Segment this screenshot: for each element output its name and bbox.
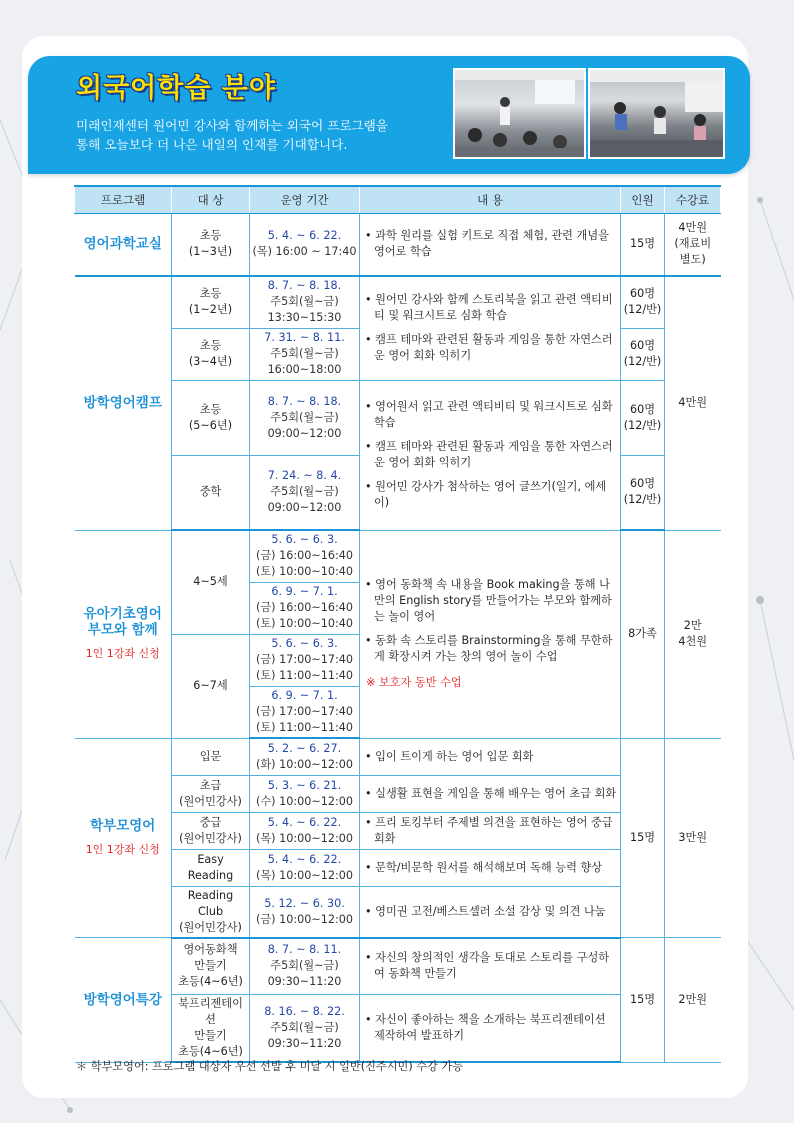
program-name: 방학영어특강 bbox=[75, 938, 172, 1063]
period-cell: 5. 2. ~ 6. 27. (화) 10:00~12:00 bbox=[250, 738, 360, 775]
target-cell: 4~5세 bbox=[172, 530, 250, 634]
target-cell: Reading Club (원어민강사) bbox=[172, 886, 250, 938]
page-description bbox=[76, 116, 388, 154]
classroom-photo bbox=[453, 68, 586, 159]
table-row bbox=[75, 380, 721, 455]
header-people: 인원 bbox=[621, 186, 665, 213]
target-cell: 초등 (3~4년) bbox=[172, 328, 250, 380]
content-cell: • 입이 트이게 하는 영어 입문 회화 bbox=[360, 738, 621, 775]
fee-cell: 4만원 (재료비 별도) bbox=[665, 213, 721, 276]
content-cell: • 자신이 좋아하는 책을 소개하는 북프리젠테이션 제작하여 발표하기 bbox=[360, 995, 621, 1063]
content-cell: • 영미권 고전/베스트셀러 소설 감상 및 의견 나눔 bbox=[360, 886, 621, 938]
table-header-row bbox=[75, 186, 721, 213]
period-cell: 5. 3. ~ 6. 21. (수) 10:00~12:00 bbox=[250, 775, 360, 812]
content-cell: • 실생활 표현을 게임을 통해 배우는 영어 초급 회화 bbox=[360, 775, 621, 812]
fee-cell: 2만원 bbox=[665, 938, 721, 1063]
people-cell: 8가족 bbox=[621, 530, 665, 738]
header-banner bbox=[28, 56, 750, 174]
fee-cell: 4만원 bbox=[665, 276, 721, 530]
target-cell: 중급 (원어민강사) bbox=[172, 812, 250, 849]
period-cell: 5. 12. ~ 6. 30. (금) 10:00~12:00 bbox=[250, 886, 360, 938]
content-cell: • 과학 원리를 실험 키트로 직접 체험, 관련 개념을 영어로 학습 bbox=[360, 213, 621, 276]
period-cell: 5. 6. ~ 6. 3. (금) 17:00~17:40 (토) 11:00~11:40 bbox=[250, 634, 360, 686]
program-name: 학부모영어 1인 1강좌 신청 bbox=[75, 738, 172, 938]
guardian-note: ※ 보호자 동반 수업 bbox=[366, 676, 462, 689]
header-target: 대 상 bbox=[172, 186, 250, 213]
content-cell: • 문학/비문학 원서를 해석해보며 독해 능력 향상 bbox=[360, 849, 621, 886]
footnote: ＊ 학부모영어: 프로그램 대상자 우선 선발 후 미달 시 일반(진주시민) 수강 가능 bbox=[76, 1060, 464, 1073]
note-one-class: 1인 1강좌 신청 bbox=[85, 647, 160, 660]
target-cell: Easy Reading bbox=[172, 849, 250, 886]
table-row bbox=[75, 213, 721, 276]
period-cell: 5. 4. ~ 6. 22. (목) 10:00~12:00 bbox=[250, 849, 360, 886]
header-period: 운영 기간 bbox=[250, 186, 360, 213]
people-cell: 15명 bbox=[621, 213, 665, 276]
note-one-class: 1인 1강좌 신청 bbox=[85, 842, 160, 856]
target-cell: 북프리젠테이션 만들기 초등(4~6년) bbox=[172, 995, 250, 1063]
table-row bbox=[75, 738, 721, 775]
target-cell: 초등 (5~6년) bbox=[172, 380, 250, 455]
people-cell: 60명 (12/반) bbox=[621, 380, 665, 455]
fee-cell: 3만원 bbox=[665, 738, 721, 938]
schedule-table bbox=[74, 185, 721, 1063]
students-photo bbox=[588, 68, 725, 159]
target-cell: 6~7세 bbox=[172, 634, 250, 738]
period-cell: 8. 7. ~ 8. 18. 주5회(월~금) 09:00~12:00 bbox=[250, 380, 360, 455]
content-cell: • 영어 동화책 속 내용을 Book making을 통해 나만의 English story를 만들어가는 부모와 함께하는 놀이 영어 • 동화 속 스토리를 Brainstorming을 통해 무한하게 확장시켜 가는 창의 영어 놀이 수업 ※ 보호자 동반 수업 bbox=[360, 530, 621, 738]
page-title: 외국어학습 분야 bbox=[76, 73, 276, 104]
program-name: 영어과학교실 bbox=[75, 213, 172, 276]
target-cell: 영어동화책 만들기 초등(4~6년) bbox=[172, 938, 250, 995]
people-cell: 60명 (12/반) bbox=[621, 276, 665, 328]
people-cell: 60명 (12/반) bbox=[621, 328, 665, 380]
header-content: 내 용 bbox=[360, 186, 621, 213]
table-row bbox=[75, 938, 721, 995]
period-cell: 6. 9. ~ 7. 1. (금) 16:00~16:40 (토) 10:00~10:40 bbox=[250, 582, 360, 634]
fee-cell: 2만 4천원 bbox=[665, 530, 721, 738]
target-cell: 입문 bbox=[172, 738, 250, 775]
period-cell: 7. 31. ~ 8. 11. 주5회(월~금) 16:00~18:00 bbox=[250, 328, 360, 380]
description-line-1: 미래인재센터 원어민 강사와 함께하는 외국어 프로그램을 bbox=[76, 118, 388, 133]
target-cell: 초등 (1~2년) bbox=[172, 276, 250, 328]
program-name: 방학영어캠프 bbox=[75, 276, 172, 530]
period-cell: 5. 6. ~ 6. 3. (금) 16:00~16:40 (토) 10:00~10:40 bbox=[250, 530, 360, 582]
period-cell: 5. 4. ~ 6. 22. (목) 10:00~12:00 bbox=[250, 812, 360, 849]
content-cell: • 프리 토킹부터 주제별 의견을 표현하는 영어 중급 회화 bbox=[360, 812, 621, 849]
period-cell: 7. 24. ~ 8. 4. 주5회(월~금) 09:00~12:00 bbox=[250, 455, 360, 530]
header-program: 프로그램 bbox=[75, 186, 172, 213]
period-cell: 8. 7. ~ 8. 11. 주5회(월~금) 09:30~11:20 bbox=[250, 938, 360, 995]
period-cell: 5. 4. ~ 6. 22. (목) 16:00 ~ 17:40 bbox=[250, 213, 360, 276]
target-cell: 초급 (원어민강사) bbox=[172, 775, 250, 812]
target-cell: 초등 (1~3년) bbox=[172, 213, 250, 276]
content-cell: • 영어원서 읽고 관련 액티비티 및 워크시트로 심화 학습 • 캠프 테마와 관련된 활동과 게임을 통한 자연스러운 영어 회화 익히기 • 원어민 강사가 첨삭하는 영어 글쓰기(일기, 에세이) bbox=[360, 380, 621, 530]
period-cell: 6. 9. ~ 7. 1. (금) 17:00~17:40 (토) 11:00~11:40 bbox=[250, 686, 360, 738]
description-line-2: 통해 오늘보다 더 나은 내일의 인재를 기대합니다. bbox=[76, 137, 348, 152]
people-cell: 15명 bbox=[621, 738, 665, 938]
content-cell: • 자신의 창의적인 생각을 토대로 스토리를 구성하여 동화책 만들기 bbox=[360, 938, 621, 995]
people-cell: 60명 (12/반) bbox=[621, 455, 665, 530]
target-cell: 중학 bbox=[172, 455, 250, 530]
program-name: 유아기초영어 부모와 함께 1인 1강좌 신청 bbox=[75, 530, 172, 738]
content-cell: • 원어민 강사와 함께 스토리북을 읽고 관련 액티비티 및 워크시트로 심화 학습 • 캠프 테마와 관련된 활동과 게임을 통한 자연스러운 영어 회화 익히기 bbox=[360, 276, 621, 380]
table-row bbox=[75, 276, 721, 328]
table-row bbox=[75, 530, 721, 582]
header-fee: 수강료 bbox=[665, 186, 721, 213]
period-cell: 8. 16. ~ 8. 22. 주5회(월~금) 09:30~11:20 bbox=[250, 995, 360, 1063]
period-cell: 8. 7. ~ 8. 18. 주5회(월~금) 13:30~15:30 bbox=[250, 276, 360, 328]
people-cell: 15명 bbox=[621, 938, 665, 1063]
